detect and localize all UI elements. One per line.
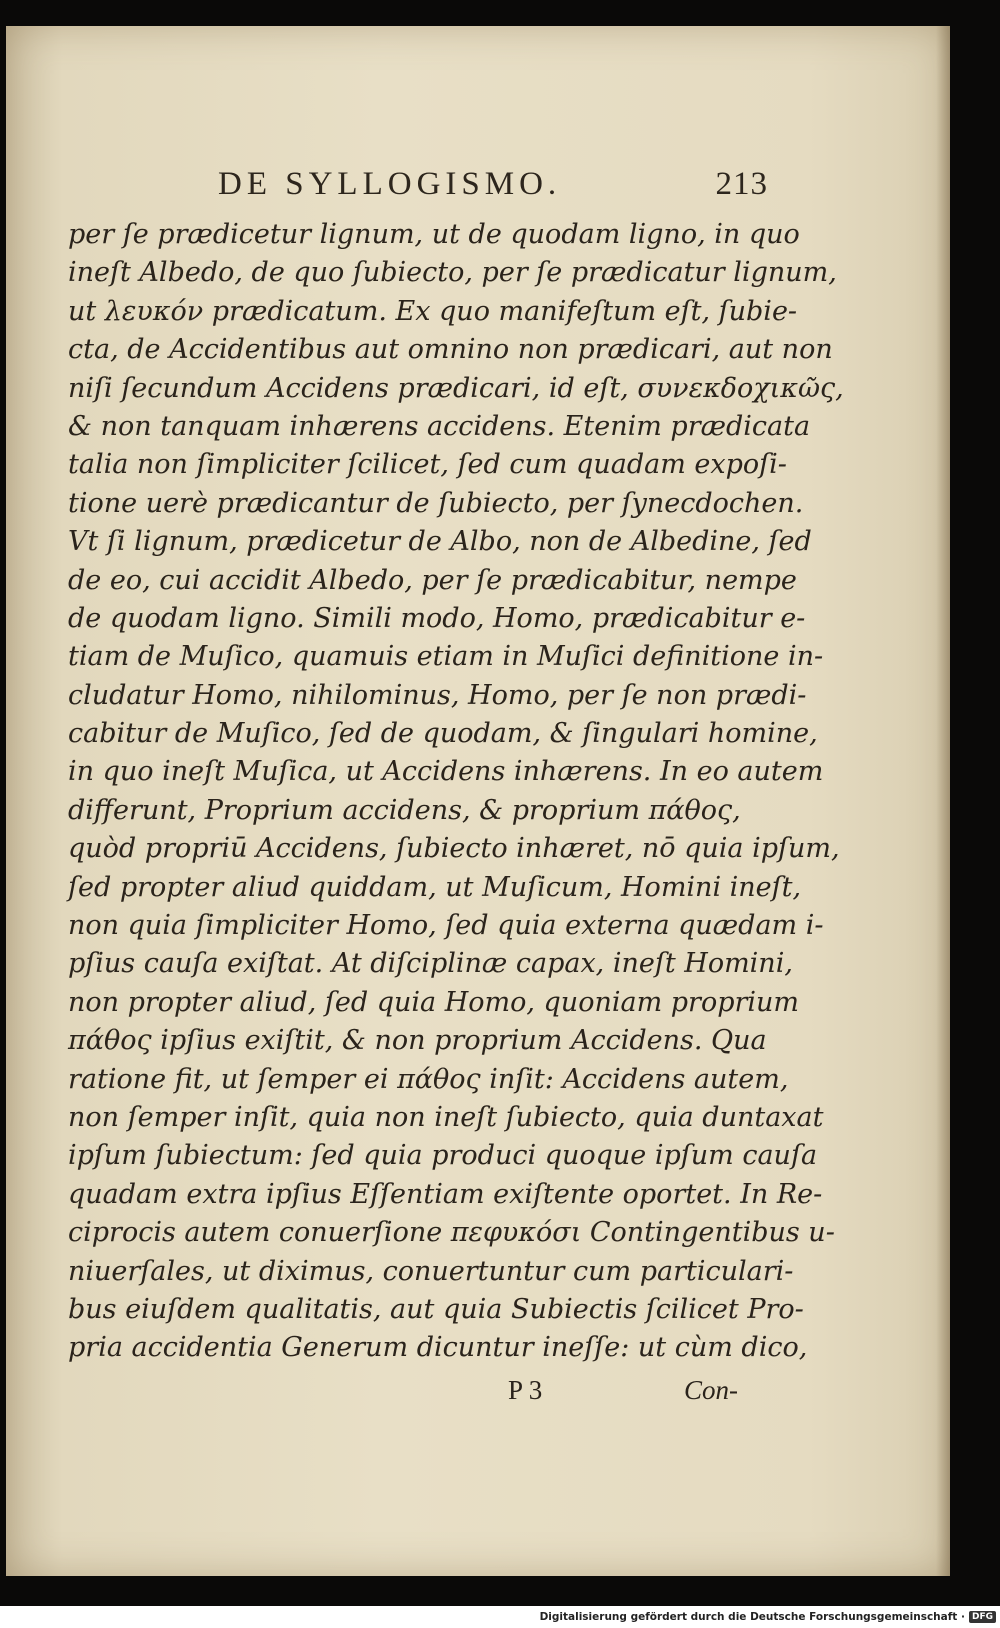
text-line: tione uerè prædicantur de ſubiecto, per ſynecdochen. (68, 487, 804, 519)
text-line: cabitur de Muſico, ſed de quodam, & ſingulari homine, (68, 718, 818, 750)
text-line: differunt, Proprium accidens, & proprium πάθος, (68, 794, 741, 826)
text-line: ciprocis autem conuerſione πεφυκόσι Contingentibus u- (68, 1217, 835, 1249)
page-number: 213 (715, 166, 768, 202)
text-line: in quo ineſt Muſica, ut Accidens inhærens. In eo autem (68, 756, 824, 788)
book-page (6, 26, 950, 1576)
text-line: πάθος ipſius exiſtit, & non proprium Accidens. Qua (68, 1025, 767, 1057)
text-line: non propter aliud, ſed quia Homo, quoniam proprium (68, 986, 800, 1018)
digitization-credit-bar (0, 1606, 1000, 1628)
text-line: non ſemper inſit, quia non ineſt ſubiecto, quia duntaxat (68, 1101, 824, 1133)
text-line: & non tanquam inhærens accidens. Etenim prædicata (68, 410, 811, 442)
text-line: Vt ſi lignum, prædicetur de Albo, non de Albedine, ſed (68, 526, 812, 558)
text-line: per ſe prædicetur lignum, ut de quodam ligno, in quo (68, 219, 800, 250)
catchword: Con- (684, 1374, 738, 1405)
text-line: tiam de Muſico, quamuis etiam in Muſici definitione in- (68, 641, 824, 673)
text-line: bus eiuſdem qualitatis, aut quia Subiectis ſcilicet Pro- (68, 1293, 804, 1325)
text-line: ineſt Albedo, de quo ſubiecto, per ſe prædicatur lignum, (68, 257, 837, 289)
text-block (68, 166, 844, 1412)
text-line: cludatur Homo, nihilominus, Homo, per ſe non prædi- (68, 679, 807, 711)
text-line: cta, de Accidentibus aut omnino non prædicari, aut non (68, 334, 833, 366)
text-line: ratione fit, ut ſemper ei πάθος inſit: Accidens autem, (68, 1063, 789, 1095)
text-line: pria accidentia Generum dicuntur ineſſe: ut cùm dico, (68, 1332, 808, 1364)
running-head (68, 166, 768, 214)
credit-text: Digitalisierung gefördert durch die Deutsche Forschungsgemeinschaft · (539, 1611, 965, 1623)
text-line: ipſum ſubiectum: ſed quia produci quoque ipſum cauſa (68, 1140, 818, 1172)
dfg-logo-icon: DFG (969, 1611, 996, 1623)
text-line: de quodam ligno. Simili modo, Homo, prædicabitur e- (68, 602, 806, 634)
text-line: quadam extra ipſius Eſſentiam exiſtente oportet. In Re- (68, 1178, 823, 1210)
running-title: DE SYLLOGISMO. (218, 166, 562, 202)
text-line: talia non ſimpliciter ſcilicet, ſed cum quadam expoſi- (68, 449, 787, 481)
text-line: niuerſales, ut diximus, conuertuntur cum particulari- (68, 1255, 794, 1287)
text-line: non quia ſimpliciter Homo, ſed quia externa quædam i- (68, 910, 824, 942)
body-text (68, 216, 844, 1368)
text-line: pſius cauſa exiſtat. At diſciplinæ capax, ineſt Homini, (68, 948, 793, 980)
page-footer (68, 1368, 738, 1412)
text-line: de eo, cui accidit Albedo, per ſe prædicabitur, nempe (68, 564, 797, 596)
text-line: niſi ſecundum Accidens prædicari, id eſt, συνεκδοχικῶς, (68, 372, 844, 404)
text-line: ſed propter aliud quiddam, ut Muſicum, Homini ineſt, (68, 871, 802, 903)
signature-mark: P 3 (508, 1374, 543, 1405)
text-line: quòd propriū Accidens, ſubiecto inhæret, nō quia ipſum, (68, 833, 840, 865)
text-line: ut λευκόν prædicatum. Ex quo manifeſtum eſt, ſubie- (68, 295, 798, 327)
